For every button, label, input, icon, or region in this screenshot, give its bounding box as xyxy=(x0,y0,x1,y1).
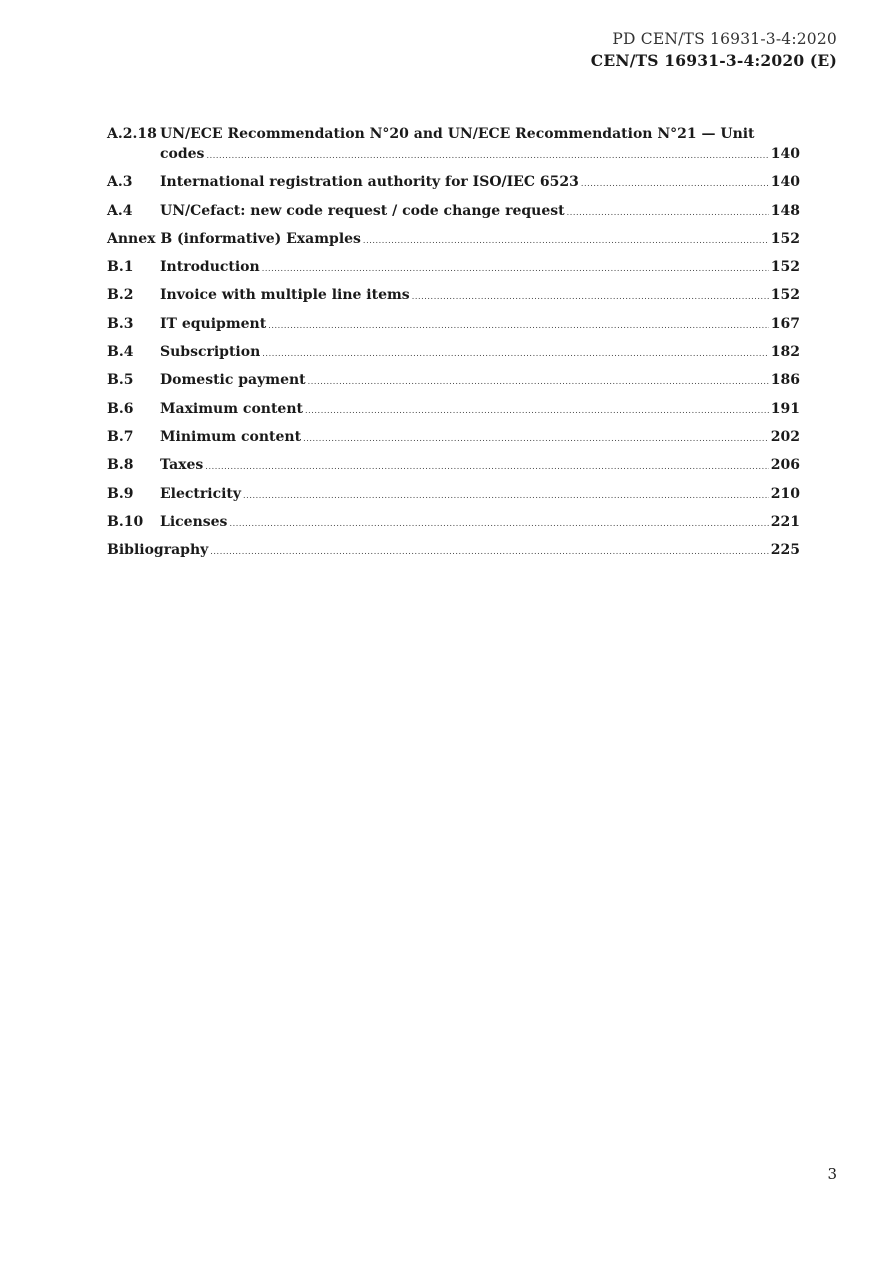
toc-entry-title: International registration authority for ISO/IEC 6523 xyxy=(160,174,579,191)
toc-entry-b-5[interactable] xyxy=(107,370,800,398)
toc-entry-title-line1: UN/ECE Recommendation N°20 and UN/ECE Recommendation N°21 — Unit xyxy=(160,126,755,142)
dot-leader xyxy=(206,146,768,166)
dot-leader xyxy=(581,174,769,194)
dot-leader xyxy=(567,203,769,223)
toc-entry-page: 221 xyxy=(770,513,800,530)
dot-leader xyxy=(205,457,768,477)
toc-entry-number: B.3 xyxy=(107,315,134,332)
toc-entry-page: 202 xyxy=(770,428,800,445)
toc-entry-page: 152 xyxy=(770,287,800,304)
toc-entry-number: B.8 xyxy=(107,457,134,474)
page-number: 3 xyxy=(827,1165,837,1183)
toc-entry-page: 191 xyxy=(770,400,800,417)
toc-entry-number: A.2.18 xyxy=(107,126,157,142)
toc-entry-bibliography[interactable] xyxy=(107,540,800,568)
toc-entry-number: A.3 xyxy=(107,174,133,191)
toc-entry-title: Taxes xyxy=(160,457,204,474)
toc-entry-number: B.9 xyxy=(107,485,134,502)
toc-entry-title: IT equipment xyxy=(160,315,267,332)
toc-entry-b-7[interactable] xyxy=(107,427,800,455)
toc-entry-number: B.5 xyxy=(107,372,134,389)
toc-entry-page: 225 xyxy=(770,542,800,559)
toc-entry-title: Annex B (informative) Examples xyxy=(107,230,361,247)
toc-entry-page: 140 xyxy=(770,174,800,191)
toc-entry-b-2[interactable] xyxy=(107,285,800,313)
dot-leader xyxy=(363,231,769,251)
toc-entry-title: Domestic payment xyxy=(160,372,306,389)
document-designation: CEN/TS 16931-3-4:2020 (E) xyxy=(590,51,837,70)
toc-entry-title: Invoice with multiple line items xyxy=(160,287,410,304)
toc-entry-page: 210 xyxy=(770,485,800,502)
toc-entry-number: B.1 xyxy=(107,259,134,276)
toc-entry-b-10[interactable] xyxy=(107,512,800,540)
toc-entry-title: Maximum content xyxy=(160,400,303,417)
toc-entry-title: Licenses xyxy=(160,513,228,530)
toc-entry-number: B.7 xyxy=(107,428,134,445)
toc-entry-page: 140 xyxy=(770,146,800,162)
toc-entry-a-2-18[interactable] xyxy=(107,124,800,172)
toc-entry-page: 152 xyxy=(770,259,800,276)
toc-entry-b-9[interactable] xyxy=(107,484,800,512)
toc-entry-a-4[interactable] xyxy=(107,201,800,229)
dot-leader xyxy=(243,486,769,506)
toc-entry-title: Subscription xyxy=(160,344,261,361)
dot-leader xyxy=(268,316,769,336)
toc-entry-a-3[interactable] xyxy=(107,172,800,200)
toc-entry-title: Introduction xyxy=(160,259,260,276)
table-of-contents xyxy=(107,124,800,568)
toc-entry-title: codes xyxy=(160,146,205,162)
toc-entry-b-4[interactable] xyxy=(107,342,800,370)
dot-leader xyxy=(412,287,769,307)
toc-entry-number: B.2 xyxy=(107,287,134,304)
toc-entry-number: A.4 xyxy=(107,202,133,219)
toc-entry-b-6[interactable] xyxy=(107,399,800,427)
toc-entry-page: 186 xyxy=(770,372,800,389)
toc-entry-page: 152 xyxy=(770,230,800,247)
dot-leader xyxy=(262,259,769,279)
dot-leader xyxy=(262,344,768,364)
document-reference: PD CEN/TS 16931-3-4:2020 xyxy=(612,30,837,48)
toc-entry-title: Minimum content xyxy=(160,428,302,445)
toc-entry-b-3[interactable] xyxy=(107,314,800,342)
dot-leader xyxy=(303,429,769,449)
toc-entry-b-8[interactable] xyxy=(107,455,800,483)
toc-entry-number: B.10 xyxy=(107,513,144,530)
toc-entry-title: Bibliography xyxy=(107,542,209,559)
dot-leader xyxy=(308,372,769,392)
toc-entry-number: B.6 xyxy=(107,400,134,417)
dot-leader xyxy=(305,401,769,421)
toc-entry-title: UN/Cefact: new code request / code change request xyxy=(160,202,565,219)
toc-entry-page: 182 xyxy=(770,344,800,361)
toc-entry-number: B.4 xyxy=(107,344,134,361)
toc-entry-page: 148 xyxy=(770,202,800,219)
toc-entry-annex-b[interactable] xyxy=(107,229,800,257)
dot-leader xyxy=(210,542,769,562)
toc-entry-b-1[interactable] xyxy=(107,257,800,285)
toc-entry-title: Electricity xyxy=(160,485,242,502)
dot-leader xyxy=(229,514,768,534)
toc-entry-page: 206 xyxy=(770,457,800,474)
toc-entry-page: 167 xyxy=(770,315,800,332)
